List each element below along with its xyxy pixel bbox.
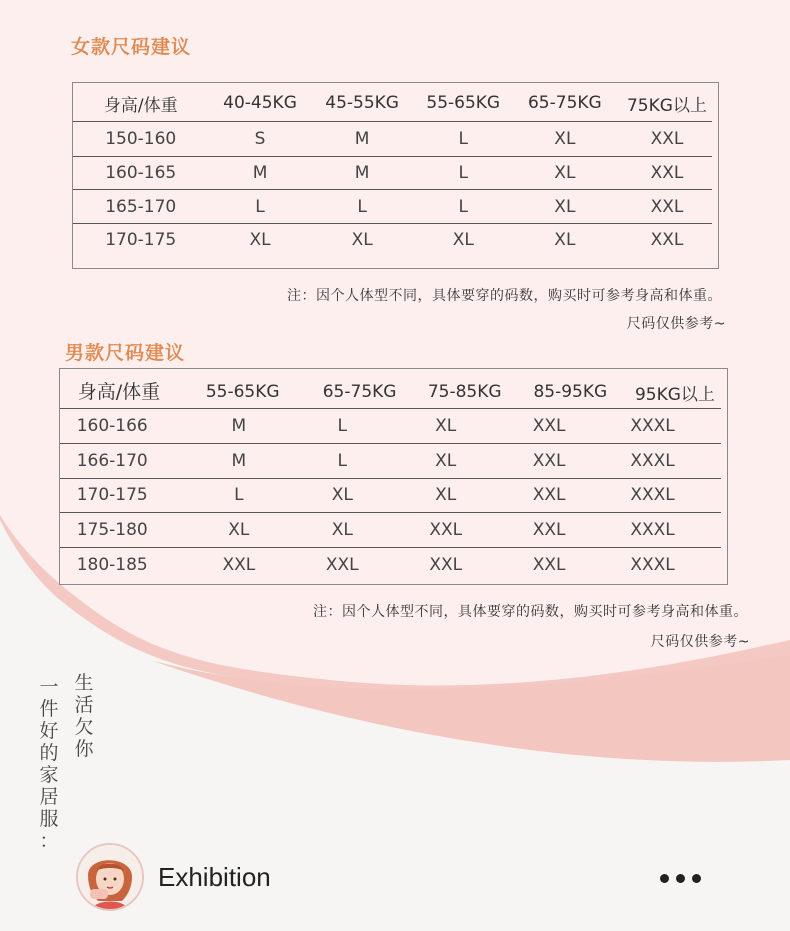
cell: L — [357, 197, 367, 217]
cell: XXL — [532, 555, 566, 575]
profile-name[interactable]: Exhibition — [158, 862, 271, 892]
avatar[interactable] — [76, 843, 144, 911]
header-cell: 55-65KG — [426, 93, 501, 113]
slogan-char: 生 — [74, 672, 94, 694]
cell: XXL — [429, 555, 463, 575]
women-size-note: 注：因个人体型不同，具体要穿的码数，购买时可参考身高和体重。 — [287, 288, 722, 304]
cell: M — [354, 163, 370, 183]
header-cell: 85-95KG — [533, 382, 608, 402]
slogan-char: 欠 — [74, 716, 94, 738]
header-cell: 身高/体重 — [103, 95, 178, 116]
cell: S — [254, 129, 266, 149]
cell: L — [234, 485, 244, 505]
header-cell: 身高/体重 — [77, 380, 161, 403]
slogan-char: 家 — [39, 764, 59, 786]
cell: L — [337, 416, 347, 436]
cell: 180-185 — [76, 555, 148, 575]
cell: 150-160 — [105, 129, 177, 149]
table-header-row — [60, 377, 727, 403]
divider — [60, 478, 721, 479]
dot — [660, 874, 669, 883]
cell: XXL — [429, 520, 463, 540]
cell: 160-166 — [76, 416, 148, 436]
cell: XXL — [532, 416, 566, 436]
cell: XXXL — [630, 520, 675, 540]
cell: XL — [435, 485, 457, 505]
divider — [60, 408, 721, 409]
table-row — [73, 195, 718, 219]
dot — [692, 874, 701, 883]
divider — [73, 223, 712, 224]
table-row — [60, 518, 727, 542]
slogan-column-right — [73, 672, 95, 760]
dot — [676, 874, 685, 883]
cell: L — [255, 197, 265, 217]
cell: 170-175 — [76, 485, 148, 505]
cell: L — [337, 451, 347, 471]
women-size-note-reference: 尺码仅供参考~ — [626, 316, 726, 332]
table-row — [60, 483, 727, 507]
divider — [60, 443, 721, 444]
cell: XXL — [650, 197, 684, 217]
cell: 170-175 — [105, 230, 177, 250]
men-size-note-reference: 尺码仅供参考~ — [650, 634, 750, 650]
cell: M — [354, 129, 370, 149]
cell: XXL — [650, 163, 684, 183]
cell: 165-170 — [105, 197, 177, 217]
table-row — [73, 228, 718, 252]
divider — [73, 121, 712, 122]
cell: XL — [228, 520, 250, 540]
cell: XL — [554, 197, 576, 217]
divider — [73, 189, 712, 190]
cell: 160-165 — [105, 163, 177, 183]
header-cell: 55-65KG — [205, 382, 280, 402]
table-row — [60, 414, 727, 438]
header-cell: 75KG以上 — [626, 95, 707, 116]
slogan-char: 的 — [39, 742, 59, 764]
cell: L — [458, 163, 468, 183]
divider — [73, 156, 712, 157]
cell: L — [458, 197, 468, 217]
header-cell: 40-45KG — [223, 93, 297, 113]
slogan-char: ： — [39, 830, 59, 852]
cell: XXL — [650, 129, 684, 149]
slogan-char: 一 — [39, 676, 59, 698]
header-cell: 75-85KG — [427, 382, 502, 402]
table-header-row — [73, 91, 718, 115]
table-row — [60, 449, 727, 473]
cell: XXL — [532, 485, 566, 505]
slogan-char: 你 — [74, 738, 94, 760]
slogan-char: 件 — [39, 698, 59, 720]
slogan-char: 服 — [39, 808, 59, 830]
header-cell: 65-75KG — [322, 382, 397, 402]
cell: 175-180 — [76, 520, 148, 540]
header-cell: 95KG以上 — [634, 384, 715, 405]
more-dots-icon[interactable] — [660, 874, 701, 883]
cell: XXXL — [630, 555, 675, 575]
women-size-table — [72, 82, 719, 269]
cell: XXL — [325, 555, 359, 575]
cell: L — [458, 129, 468, 149]
cell: XL — [249, 230, 271, 250]
men-size-title: 男款尺码建议 — [65, 342, 186, 364]
women-size-title: 女款尺码建议 — [71, 36, 192, 58]
table-row — [60, 553, 727, 577]
slogan-char: 活 — [74, 694, 94, 716]
cell: XXXL — [630, 416, 675, 436]
cell: XL — [331, 520, 353, 540]
header-cell: 45-55KG — [325, 93, 399, 113]
cell: XXXL — [630, 451, 675, 471]
cell: M — [252, 163, 268, 183]
slogan-column-left — [38, 676, 60, 852]
cell: XL — [331, 485, 353, 505]
men-size-table — [59, 368, 728, 585]
cell: XXXL — [630, 485, 675, 505]
table-row — [73, 127, 718, 151]
cell: XXL — [650, 230, 684, 250]
divider — [60, 512, 721, 513]
cell: XL — [554, 230, 576, 250]
cell: M — [231, 451, 247, 471]
cell: M — [231, 416, 247, 436]
slogan-char: 好 — [39, 720, 59, 742]
header-cell: 65-75KG — [527, 93, 602, 113]
table-row — [73, 161, 718, 185]
cell: XL — [435, 451, 457, 471]
cell: XXL — [532, 451, 566, 471]
avatar-image — [78, 845, 142, 909]
men-size-note: 注：因个人体型不同，具体要穿的码数，购买时可参考身高和体重。 — [313, 604, 748, 620]
cell: 166-170 — [76, 451, 148, 471]
cell: XL — [435, 416, 457, 436]
slogan-char: 居 — [39, 786, 59, 808]
cell: XL — [554, 163, 576, 183]
cell: XXL — [532, 520, 566, 540]
divider — [60, 547, 721, 548]
cell: XL — [554, 129, 576, 149]
cell: XL — [452, 230, 474, 250]
cell: XXL — [222, 555, 256, 575]
cell: XL — [351, 230, 373, 250]
